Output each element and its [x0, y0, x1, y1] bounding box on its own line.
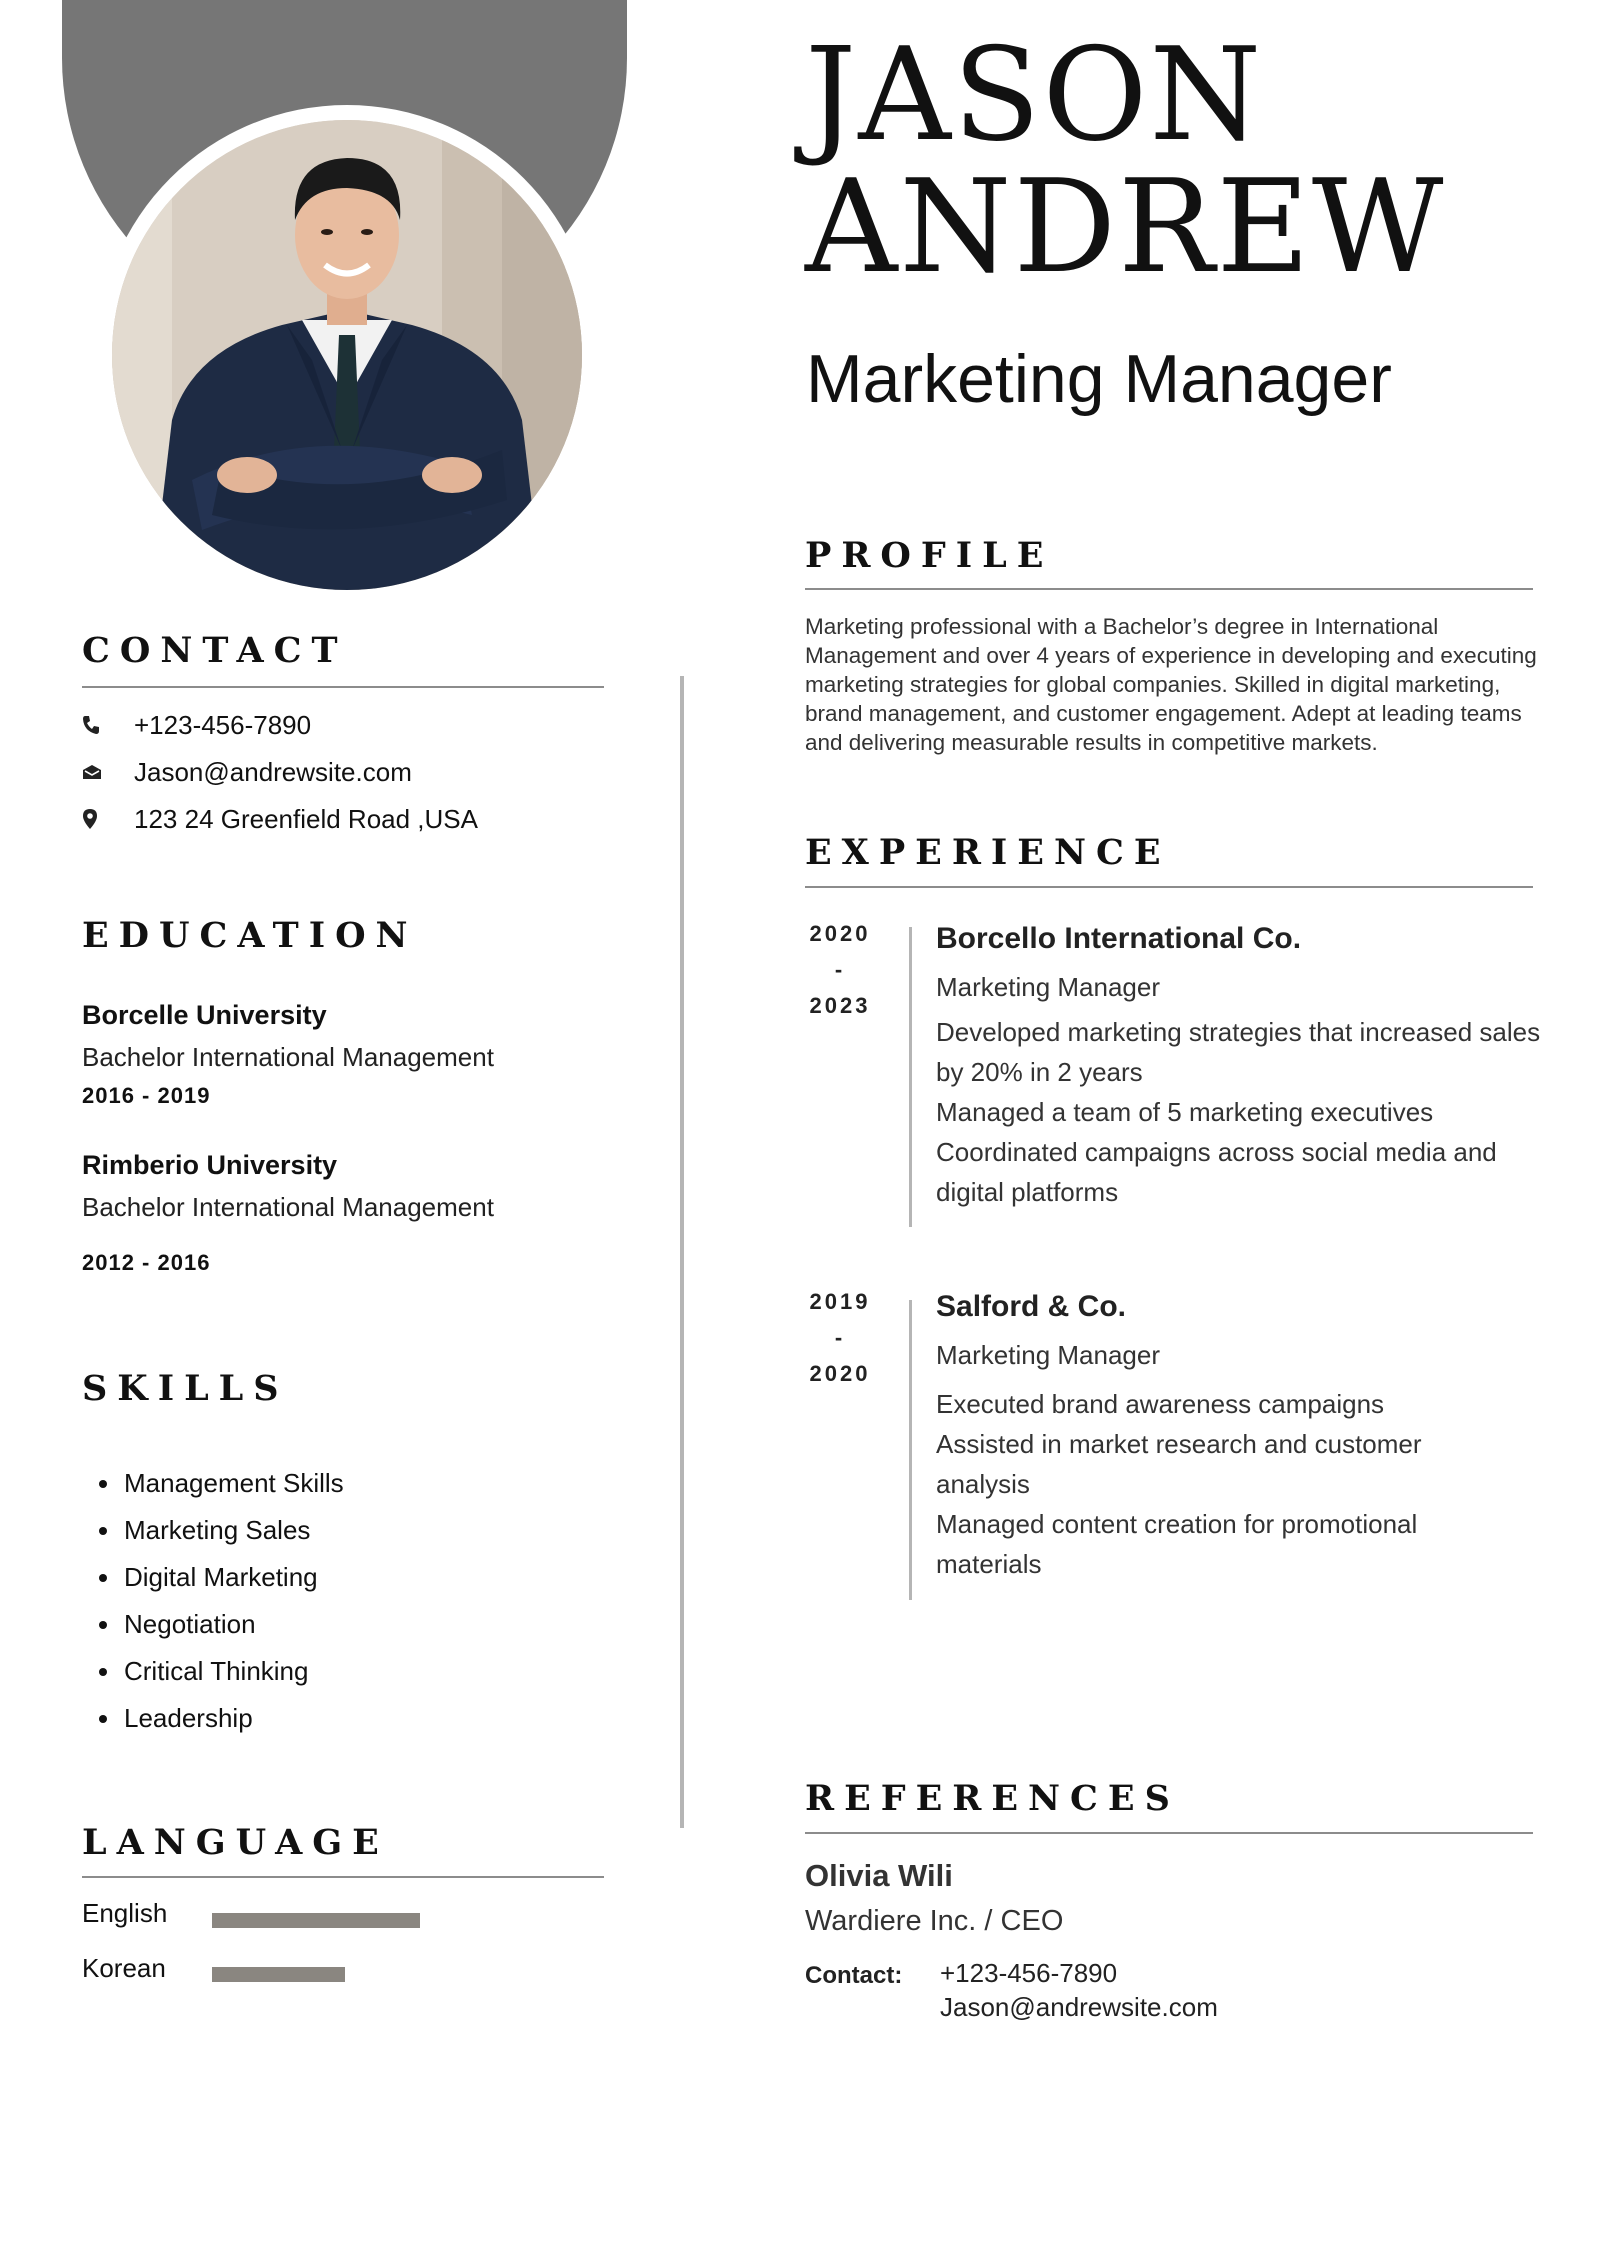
language-name: Korean — [82, 1953, 166, 1983]
experience-bullet: Managed a team of 5 marketing executives — [936, 1097, 1434, 1127]
education-degree: Bachelor International Management — [82, 1192, 494, 1222]
skills-title: SKILLS — [82, 1368, 289, 1409]
contact-rule — [82, 686, 604, 688]
references-title: REFERENCES — [805, 1778, 1180, 1819]
skill-item: • Leadership — [122, 1695, 344, 1742]
experience-year-end: 2023 — [809, 993, 871, 1018]
references-rule — [805, 1832, 1533, 1834]
education-years: 2016 - 2019 — [82, 1083, 211, 1108]
experience-year-end: 2020 — [809, 1361, 871, 1386]
education-years: 2012 - 2016 — [82, 1250, 211, 1275]
experience-bullet: Developed marketing strategies that increased sales by 20% in 2 years — [936, 1017, 1541, 1087]
experience-timeline-line — [909, 927, 912, 1227]
contact-phone[interactable]: +123-456-7890 — [134, 709, 312, 740]
experience-year-start: 2020 — [809, 921, 871, 946]
reference-phone[interactable]: +123-456-7890 — [940, 1958, 1118, 1988]
education-school: Rimberio University — [82, 1150, 338, 1180]
experience-rule — [805, 886, 1533, 888]
language-level-bar — [212, 1967, 345, 1982]
column-divider — [680, 676, 684, 1828]
portrait-illustration — [112, 120, 582, 590]
language-title: LANGUAGE — [82, 1822, 389, 1863]
experience-year-dash: - — [834, 957, 846, 982]
language-level-bar — [212, 1913, 420, 1928]
language-rule — [82, 1876, 604, 1878]
experience-role: Marketing Manager — [936, 1340, 1160, 1370]
experience-dates — [800, 916, 880, 1024]
experience-year-dash: - — [834, 1325, 846, 1350]
mail-icon — [82, 764, 134, 780]
language-name: English — [82, 1898, 168, 1928]
experience-bullet: Executed brand awareness campaigns — [936, 1389, 1385, 1419]
profile-rule — [805, 588, 1533, 590]
experience-description — [936, 1384, 1496, 1584]
phone-icon — [82, 715, 134, 735]
contact-title: CONTACT — [82, 630, 348, 671]
first-name: JASON — [805, 21, 1264, 170]
experience-role: Marketing Manager — [936, 972, 1160, 1002]
contact-email[interactable]: Jason@andrewsite.com — [134, 756, 412, 787]
education-degree: Bachelor International Management — [82, 1042, 494, 1072]
experience-dates — [800, 1284, 880, 1392]
profile-text: Marketing professional with a Bachelor’s degree in International Management and over 4 years of experience in developing and executing marketing strategies for global companies. Skilled in digital marketing, brand management, and customer engagement. Adept at leading teams and delivering measurable results in competitive markets. — [805, 614, 1537, 755]
job-role: Marketing Manager — [806, 341, 1392, 417]
reference-name: Olivia Wili — [805, 1858, 953, 1893]
experience-bullet: Assisted in market research and customer analysis — [936, 1429, 1422, 1499]
skills-list — [82, 1460, 344, 1742]
location-pin-icon — [82, 808, 134, 830]
full-name — [805, 21, 1565, 302]
skill-item: • Digital Marketing — [122, 1554, 344, 1601]
experience-year-start: 2019 — [809, 1289, 871, 1314]
education-school: Borcelle University — [82, 1000, 327, 1030]
reference-email[interactable]: Jason@andrewsite.com — [940, 1992, 1218, 2022]
reference-contact-label: Contact: — [805, 1962, 903, 1989]
profile-photo — [112, 120, 582, 590]
experience-bullet: Managed content creation for promotional materials — [936, 1509, 1418, 1579]
skill-item: • Management Skills — [122, 1460, 344, 1507]
contact-phone-row — [82, 705, 602, 745]
contact-email-row — [82, 752, 602, 792]
last-name: ANDREW — [805, 153, 1446, 302]
contact-address-row — [82, 799, 602, 839]
contact-address: 123 24 Greenfield Road ,USA — [134, 803, 478, 834]
experience-bullet: Coordinated campaigns across social media and digital platforms — [936, 1137, 1497, 1207]
education-title: EDUCATION — [82, 915, 418, 956]
experience-description — [936, 1012, 1556, 1212]
experience-company: Salford & Co. — [936, 1290, 1127, 1323]
skill-item: • Negotiation — [122, 1601, 344, 1648]
profile-title: PROFILE — [805, 535, 1054, 576]
experience-timeline-line — [909, 1300, 912, 1600]
experience-title: EXPERIENCE — [805, 832, 1171, 873]
reference-organization: Wardiere Inc. / CEO — [805, 1905, 1064, 1937]
experience-company: Borcello International Co. — [936, 922, 1302, 955]
skill-item: • Marketing Sales — [122, 1507, 344, 1554]
reference-contact-details — [940, 1956, 1218, 2024]
skill-item: • Critical Thinking — [122, 1648, 344, 1695]
